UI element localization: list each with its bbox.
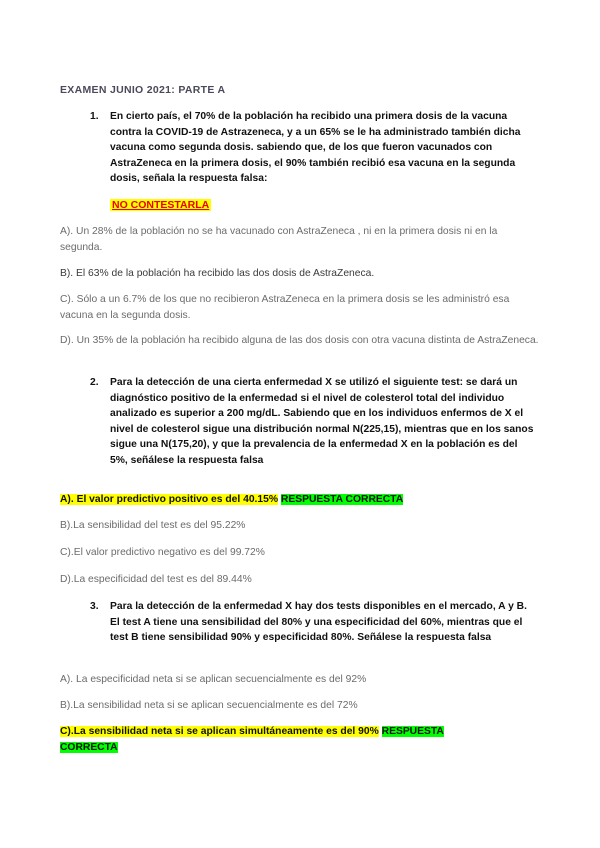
q3-option-a: A). La especificidad neta si se aplican secuencialmente es del 92% — [60, 674, 367, 685]
no-contestar-note: NO CONTESTARLA — [112, 199, 210, 211]
q3-correct-option-text: C).La sensibilidad neta si se aplican simultáneamente es del 90% — [60, 726, 379, 737]
q2-correct-option — [60, 492, 540, 508]
q2-option-b: B).La sensibilidad del test es del 95.22% — [60, 520, 246, 531]
question-3-number: 3. — [90, 601, 99, 612]
q2-option-c: C).El valor predictivo negativo es del 99.72% — [60, 547, 265, 558]
q3-option-b: B).La sensibilidad neta si se aplican secuencialmente es del 72% — [60, 700, 358, 711]
q1-option-c: C). Sólo a un 6.7% de los que no recibieron AstraZeneca en la primera dosis se les administró esa vacuna en la segunda dosis. — [60, 294, 510, 321]
question-1 — [90, 109, 538, 187]
q1-option-b: B). El 63% de la población ha recibido las dos dosis de AstraZeneca. — [60, 268, 375, 279]
q2-option-d: D).La especificidad del test es del 89.44% — [60, 574, 252, 585]
question-3 — [90, 599, 538, 646]
q2-correct-label: RESPUESTA CORRECTA — [280, 494, 404, 505]
question-1-text: En cierto país, el 70% de la población ha recibido una primera dosis de la vacuna contra la COVID-19 de Astrazeneca, y a un 65% se le ha administrado también dicha vacuna como segunda dosis. sabiendo que, de los que fueron vacunados con AstraZeneca en la primera dosis, el 90% también recibió esa vacuna en la segunda dosis, señala la respuesta falsa: — [110, 111, 521, 185]
question-2-text: Para la detección de una cierta enfermedad X se utilizó el siguiente test: se dará un diagnóstico positivo de la enfermedad si el nivel de colesterol total del individuo analizado es superior a 200 mg/dL. Sabiendo que en los individuos enfermos de X el nivel de colesterol sigue una distribución normal N(225,15), mientras que en los sanos sigue una N(175,20), y que la prevalencia de la enfermedad X en la población es del 5%, señálese la respuesta falsa — [110, 377, 534, 466]
question-3-text: Para la detección de la enfermedad X hay dos tests disponibles en el mercado, A y B. El test A tiene una sensibilidad del 80% y una especificidad del 60%, mientras que el test B tiene sensibilidad 90% y especificidad 80%. Señálese la respuesta falsa — [110, 601, 527, 644]
q2-correct-option-text: A). El valor predictivo positivo es del 40.15% — [60, 494, 279, 505]
question-2 — [90, 375, 538, 469]
q1-option-d: D). Un 35% de la población ha recibido alguna de las dos dosis con otra vacuna distinta de AstraZeneca. — [60, 335, 539, 346]
q1-option-a: A). Un 28% de la población no se ha vacunado con AstraZeneca , ni en la primera dosis ni en la segunda. — [60, 226, 498, 253]
exam-title: EXAMEN JUNIO 2021: PARTE A — [60, 84, 226, 96]
question-2-number: 2. — [90, 377, 99, 388]
question-1-number: 1. — [90, 111, 99, 122]
q3-correct-label: RESPUESTA CORRECTA — [60, 726, 444, 753]
q3-correct-option — [60, 724, 500, 755]
